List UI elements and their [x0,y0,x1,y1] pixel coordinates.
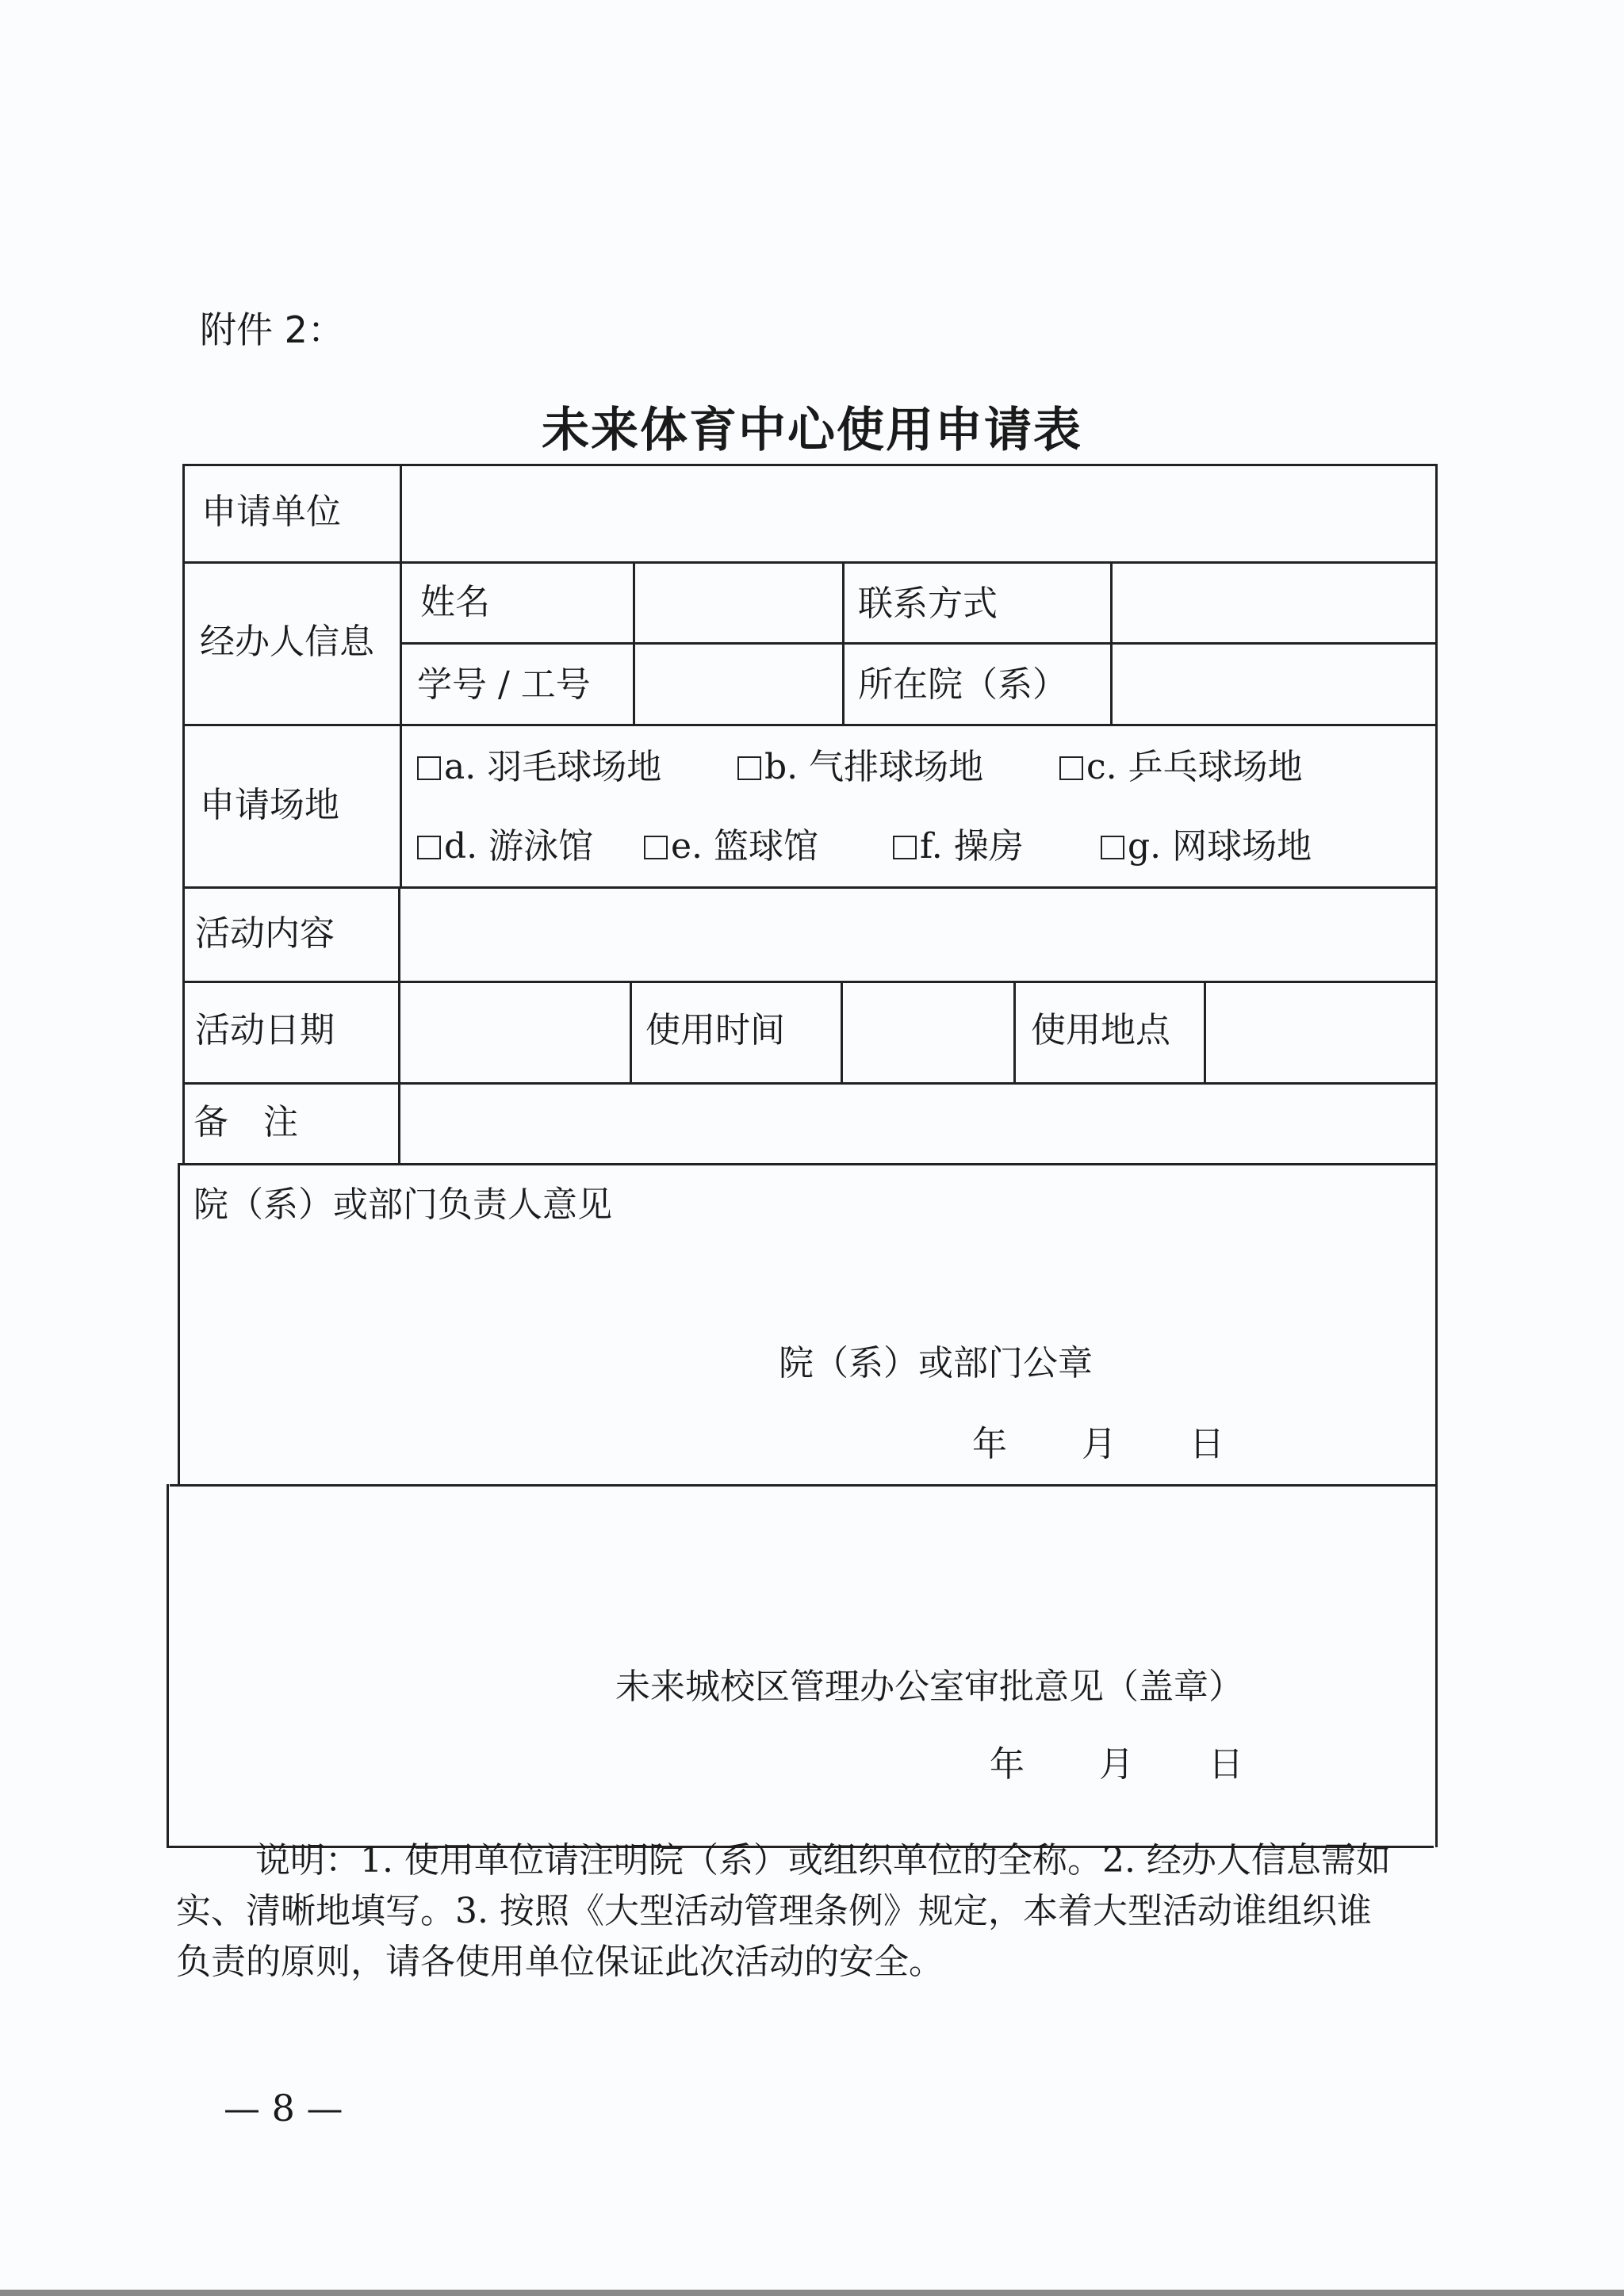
date-month-label: 月 [1082,1424,1116,1464]
venue-option-swimming[interactable]: d. 游泳馆 [417,829,593,864]
column-divider [398,886,400,1164]
venue-option-badminton[interactable]: a. 羽毛球场地 [417,750,661,785]
column-divider [630,981,632,1083]
column-divider [1204,981,1206,1083]
date-year-label: 年 [990,1744,1025,1785]
row-divider [170,1484,1435,1487]
checkbox-icon[interactable] [893,836,917,859]
row-divider [184,561,1437,564]
scan-edge [0,2290,1624,2296]
dept-opinion-label: 院（系）或部门负责人意见 [193,1184,612,1225]
column-divider [841,981,843,1083]
applicant-unit-label: 申请单位 [201,492,341,532]
checkbox-icon[interactable] [417,756,441,780]
office-approval-label: 未来城校区管理办公室审批意见（盖章） [615,1667,1243,1707]
activity-date-label: 活动日期 [195,1010,335,1050]
department-label: 所在院（系） [858,664,1067,705]
form-title: 未来体育中心使用申请表 [542,403,1082,458]
contact-label: 联系方式 [858,584,998,624]
use-time-label: 使用时间 [645,1010,785,1050]
date-day-label: 日 [1208,1744,1243,1785]
id-number-label: 学号 / 工号 [417,664,591,705]
use-place-label: 使用地点 [1031,1010,1170,1050]
venue-option-air-volleyball[interactable]: b. 气排球场地 [737,750,983,785]
table-border-right [1435,464,1438,1847]
row-divider [184,724,1437,726]
checkbox-icon[interactable] [1101,836,1124,859]
date-year-label: 年 [972,1424,1007,1464]
row-divider [179,1163,1435,1165]
form-note: 说明：1. 使用单位请注明院（系）或组织单位的全称。2. 经办人信息需如实、清晰地填写。3. 按照《大型活动管理条例》规定，本着大型活动谁组织谁负责的原则，请各使用单位保证此次活动的安全。 [176,1840,1391,1982]
venue-option-basketball[interactable]: e. 篮球馆 [644,829,818,864]
checkbox-icon[interactable] [1059,756,1083,780]
venue-option-gym-room[interactable]: f. 操房 [893,829,1024,864]
row-divider [182,1082,1435,1085]
column-divider [1110,561,1113,725]
date-month-label: 月 [1099,1744,1134,1785]
checkbox-icon[interactable] [644,836,668,859]
column-divider [842,561,845,725]
table-border-left [178,1163,180,1485]
venue-option-table-tennis[interactable]: c. 乒乓球场地 [1059,750,1303,785]
table-border-left [182,464,185,1164]
name-label: 姓名 [420,582,490,622]
venue-label: 申请场地 [200,785,339,825]
venue-option-tennis[interactable]: g. 网球场地 [1101,829,1312,864]
activity-content-label: 活动内容 [195,913,335,954]
table-border-left [167,1484,169,1847]
handler-info-label: 经办人信息 [200,622,374,662]
date-day-label: 日 [1189,1424,1224,1464]
row-divider [184,886,1437,889]
checkbox-icon[interactable] [417,836,441,859]
table-border-top [184,464,1437,466]
row-divider [184,981,1437,983]
dept-seal-label: 院（系）或部门公章 [779,1343,1093,1383]
attachment-label: 附件 2： [200,308,344,351]
remarks-label: 备 注 [193,1102,298,1142]
column-divider [633,561,635,725]
column-divider [1013,981,1016,1083]
row-divider [400,642,1437,645]
column-divider [400,464,402,886]
checkbox-icon[interactable] [737,756,761,780]
page-number: — 8 — [224,2087,343,2130]
